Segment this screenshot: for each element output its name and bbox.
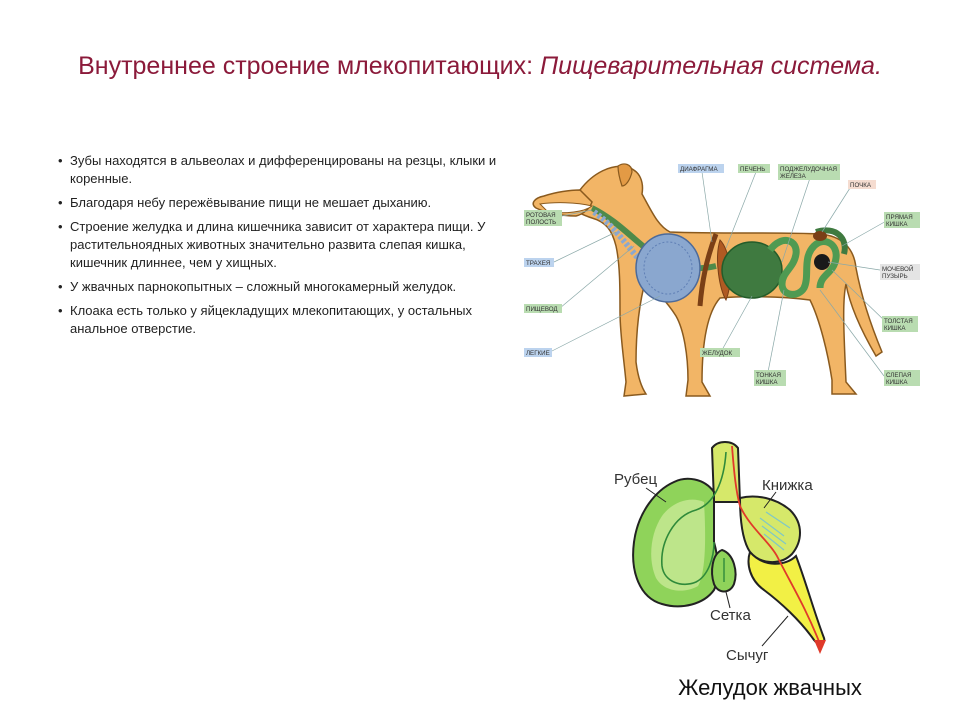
bullet-dot: • — [58, 219, 63, 234]
label-diaphragm: ДИАФРАГМА — [680, 166, 718, 173]
bullet-item: • Строение желудка и длина кишечника зависит от характера пищи. У растительноядных животных значительно развита слепая кишка, кишечник длиннее, чем у хищных. — [58, 219, 486, 270]
label-cecum-1: СЛЕПАЯ — [886, 372, 912, 379]
label-stomach: ЖЕЛУДОК — [702, 350, 733, 357]
bullet-dot: • — [58, 279, 63, 294]
title-main: Внутреннее строение млекопитающих: — [78, 52, 541, 80]
bullet-item: • Клоака есть только у яйцекладущих млекопитающих, у остальных анальное отверстие. — [58, 303, 473, 336]
label-mouth-2: ПОЛОСТЬ — [526, 219, 557, 226]
stomach-caption: Желудок жвачных — [678, 675, 862, 700]
title-italic: Пищеварительная система. — [540, 52, 882, 80]
bullet-item: • Зубы находятся в альвеолах и дифференцированы на резцы, клыки и коренные. — [58, 153, 497, 186]
label-bladder-1: МОЧЕВОЙ — [882, 266, 914, 273]
label-rumen: Рубец — [614, 471, 658, 488]
label-liver: ПЕЧЕНЬ — [740, 166, 766, 173]
label-mouth-1: РОТОВАЯ — [526, 212, 556, 219]
label-rectum-2: КИШКА — [886, 221, 908, 228]
page-title — [0, 52, 960, 81]
ruminant-stomach-diagram — [600, 432, 850, 670]
lungs-shape — [636, 234, 700, 302]
abomasum-shape — [749, 552, 825, 644]
label-lungs: ЛЕГКИЕ — [526, 350, 550, 357]
bullet-dot: • — [58, 303, 63, 318]
label-omasum: Книжка — [762, 477, 813, 494]
label-small-intestine-1: ТОНКАЯ — [756, 372, 781, 379]
label-trachea: ТРАХЕЯ — [526, 260, 551, 267]
label-kidney: ПОЧКА — [850, 182, 871, 189]
bullet-item: • У жвачных парнокопытных – сложный многокамерный желудок. — [58, 279, 457, 294]
kidney-shape — [813, 231, 827, 241]
label-colon-1: ТОЛСТАЯ — [884, 318, 913, 325]
bullet-item: • Благодаря небу пережёвывание пищи не мешает дыханию. — [58, 195, 432, 210]
label-colon-2: КИШКА — [884, 325, 906, 332]
label-cecum-2: КИШКА — [886, 379, 908, 386]
dog-digestive-diagram — [520, 150, 930, 415]
bullet-dot: • — [58, 195, 63, 210]
bullet-dot: • — [58, 153, 63, 168]
label-abomasum: Сычуг — [726, 647, 769, 664]
bladder-shape — [814, 254, 830, 270]
flow-arrowhead-red — [814, 640, 826, 654]
label-bladder-2: ПУЗЫРЬ — [882, 273, 908, 280]
label-pancreas-2: ЖЕЛЕЗА — [780, 173, 806, 180]
label-small-intestine-2: КИШКА — [756, 379, 778, 386]
label-rectum-1: ПРЯМАЯ — [886, 214, 913, 221]
label-esophagus: ПИЩЕВОД — [526, 306, 558, 313]
label-reticulum: Сетка — [710, 607, 751, 624]
label-pancreas-1: ПОДЖЕЛУДОЧНАЯ — [780, 166, 837, 173]
bullet-list — [58, 152, 520, 344]
